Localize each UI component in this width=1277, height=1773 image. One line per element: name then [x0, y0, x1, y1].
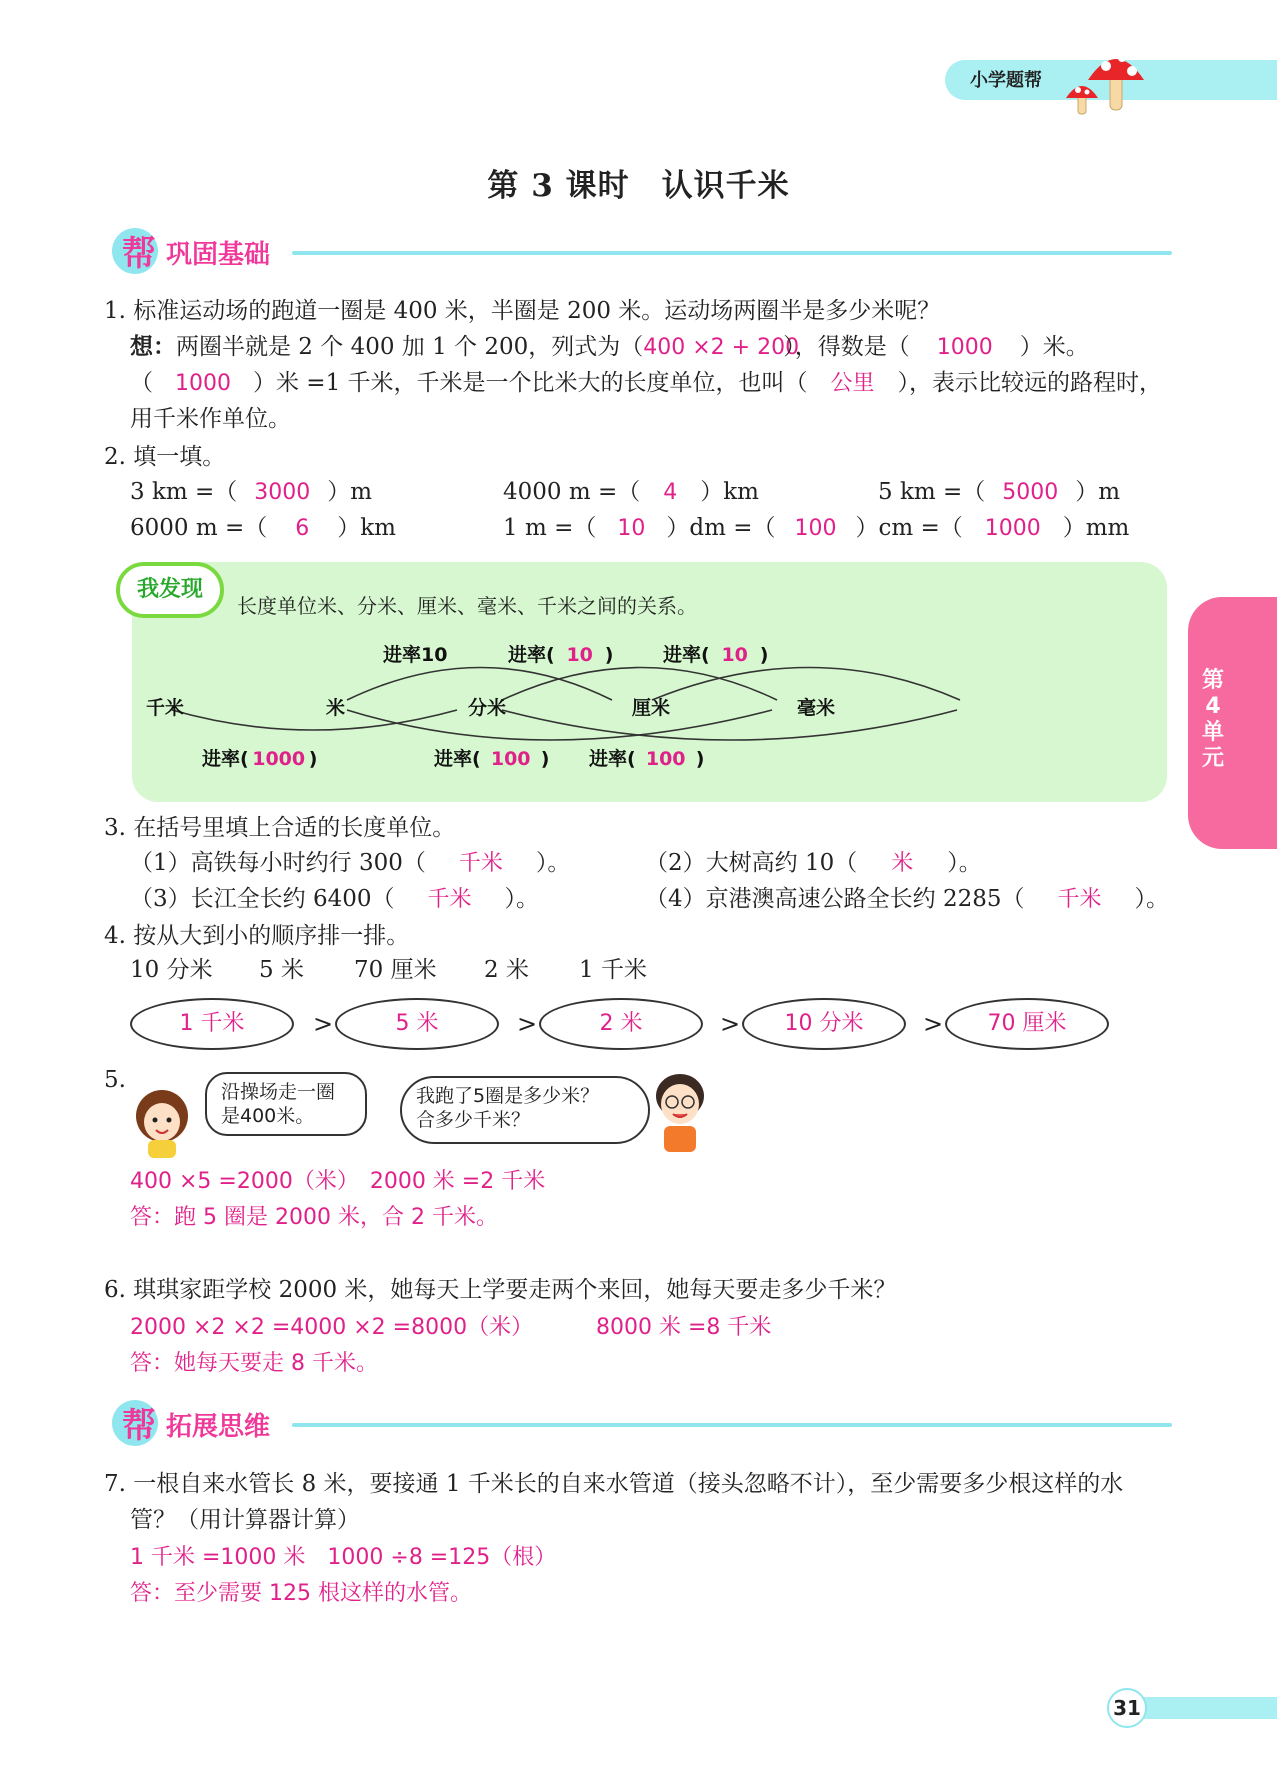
q2-text: ）m [327, 479, 373, 505]
unit-dm: 分米 [468, 697, 507, 719]
discover-badge-text: 我发现 [136, 577, 203, 602]
q1-line3 [130, 365, 1162, 402]
bubble-text: 是400米。 [221, 1105, 315, 1127]
unit-mm: 毫米 [797, 697, 836, 719]
answer: 公里 [830, 371, 875, 396]
rate-text: ) [540, 748, 550, 770]
answer: 5 米 [395, 1011, 439, 1036]
q1-text: ）米 =1 千米，千米是一个比米大的长度单位，也叫（ [253, 370, 808, 396]
q3-item [645, 845, 982, 882]
answer: 5000 [1002, 480, 1059, 505]
q6-solution-2: 8000 米 =8 千米 [596, 1315, 772, 1340]
unit-m: 米 [326, 697, 346, 719]
greater-than: > [720, 1010, 741, 1038]
q2-text: 4000 m =（ [503, 479, 641, 505]
q2-text: 5 km =（ [878, 479, 986, 505]
q1-text: （ [130, 370, 153, 396]
answer: 1 千米 [179, 1011, 245, 1036]
q3-text: （2）大树高约 10（ [645, 850, 858, 876]
answer: 400 ×2 + 200 [643, 335, 800, 360]
rate-text: 进率( [663, 644, 710, 666]
boy-icon [640, 1066, 720, 1158]
page-number: 31 [1113, 1696, 1141, 1720]
answer: 4 [663, 480, 678, 505]
section-title-basics: 巩固基础 [166, 240, 271, 270]
q3-text: （1）高铁每小时约行 300（ [130, 850, 426, 876]
q1-text: ），表示比较远的路程时， [897, 370, 1163, 396]
q2-text: 3 km =（ [130, 479, 238, 505]
page-title: 第 3 课时 认识千米 [487, 168, 790, 204]
rate-text: 进率( [434, 748, 481, 770]
order-oval [742, 998, 906, 1050]
q7-answer: 答：至少需要 125 根这样的水管。 [130, 1581, 472, 1606]
q2-item [130, 474, 372, 511]
discover-badge [116, 562, 224, 618]
q3-text: ）。 [535, 850, 571, 876]
answer: 2 米 [599, 1011, 643, 1036]
answer: 6 [295, 516, 310, 541]
q6-answer: 答：她每天要走 8 千米。 [130, 1351, 378, 1376]
order-oval [130, 998, 294, 1050]
q2-text: ）cm =（ [855, 515, 963, 541]
q1-text: 两圈半就是 2 个 400 加 1 个 200，列式为（ [176, 334, 644, 360]
section-bang: 帮 [122, 1406, 156, 1446]
answer: 100 [794, 516, 837, 541]
q3-text: ）。 [1134, 886, 1169, 912]
greater-than: > [517, 1010, 538, 1038]
q4-given-4: 2 米 [484, 957, 529, 983]
q2-text: ）km [700, 479, 759, 505]
q3-text: （4）京港澳高速公路全长约 2285（ [645, 886, 1025, 912]
discover-intro: 长度单位米、分米、厘米、毫米、千米之间的关系。 [237, 594, 697, 618]
q4-given-3: 70 厘米 [354, 957, 437, 983]
q1-text: ），得数是（ [783, 334, 910, 360]
answer: 10 [617, 516, 646, 541]
rate-label [202, 744, 317, 771]
unit-km: 千米 [146, 697, 185, 719]
answer: 1000 [175, 371, 231, 396]
q4-given-1: 10 分米 [130, 957, 213, 983]
answer: 1000 [984, 516, 1041, 541]
q4-given-2: 5 米 [259, 957, 304, 983]
q3-item [130, 881, 539, 918]
q2-item [503, 510, 1129, 547]
section-bang: 帮 [122, 234, 156, 274]
page-number-badge [1107, 1688, 1147, 1728]
q3-item [645, 881, 1169, 918]
girl-icon [128, 1080, 198, 1160]
rate-text: ) [308, 748, 318, 770]
q1-line4: 用千米作单位。 [130, 406, 291, 432]
answer: 10 [566, 644, 593, 666]
q5-number: 5. [104, 1067, 126, 1093]
answer: 10 分米 [784, 1011, 864, 1036]
q3-text: ）。 [504, 886, 539, 912]
q2-item [878, 474, 1120, 511]
q1-text: ）米。 [1019, 334, 1089, 360]
answer: 米 [891, 851, 914, 876]
rate-text: 进率( [589, 748, 636, 770]
q2-item [130, 510, 396, 547]
q5-solution: 400 ×5 =2000（米） 2000 米 =2 千米 [130, 1169, 546, 1194]
section-title-extension: 拓展思维 [166, 1412, 271, 1442]
bubble-text: 沿操场走一圈 [221, 1081, 336, 1103]
q1-think-line [130, 329, 1089, 366]
answer: 千米 [458, 851, 503, 876]
q2-text: ）dm =（ [666, 515, 776, 541]
rate-label [508, 640, 613, 667]
order-oval [335, 998, 499, 1050]
rate-text: ) [759, 644, 769, 666]
q7-prompt-2: 管？（用计算器计算） [130, 1507, 360, 1533]
speech-bubble-girl [205, 1072, 367, 1136]
q2-text: ）m [1075, 479, 1121, 505]
q1-prompt: 1. 标准运动场的跑道一圈是 400 米，半圈是 200 米。运动场两圈半是多少米呢？ [104, 298, 941, 324]
q2-text: ）km [337, 515, 396, 541]
answer: 10 [721, 644, 748, 666]
unit-cm: 厘米 [632, 697, 671, 719]
q5-answer: 答：跑 5 圈是 2000 米，合 2 千米。 [130, 1205, 498, 1230]
mushroom-icon [1060, 44, 1145, 116]
q6-prompt: 6. 琪琪家距学校 2000 米，她每天上学要走两个来回，她每天要走多少千米？ [104, 1277, 897, 1303]
q2-text: 1 m =（ [503, 515, 597, 541]
q2-item [503, 474, 759, 511]
q3-text: ）。 [947, 850, 982, 876]
brand-label: 小学题帮 [970, 70, 1042, 91]
answer: 1000 [252, 748, 306, 770]
q6-solution: 2000 ×2 ×2 =4000 ×2 =8000（米） [130, 1315, 534, 1340]
answer: 3000 [254, 480, 311, 505]
q3-title: 3. 在括号里填上合适的长度单位。 [104, 815, 456, 841]
answer: 千米 [1057, 887, 1102, 912]
order-oval [945, 998, 1109, 1050]
answer: 100 [645, 748, 686, 770]
unit-side-label: 第4单元 [1201, 668, 1224, 771]
section-divider [292, 1423, 1172, 1427]
answer: 千米 [427, 887, 472, 912]
answer: 1000 [936, 335, 993, 360]
rate-label [434, 744, 549, 771]
answer: 70 厘米 [987, 1011, 1067, 1036]
think-label: 想： [130, 333, 176, 360]
rate-text: 进率( [202, 748, 249, 770]
q7-prompt: 7. 一根自来水管长 8 米，要接通 1 千米长的自来水管道（接头忽略不计），至少需要多少根这样的水 [104, 1471, 1124, 1497]
q3-text: （3）长江全长约 6400（ [130, 886, 395, 912]
answer: 100 [490, 748, 531, 770]
order-oval [539, 998, 703, 1050]
q2-title: 2. 填一填。 [104, 444, 226, 470]
speech-bubble-boy [400, 1076, 650, 1144]
bubble-text: 合多少千米？ [416, 1109, 531, 1131]
bubble-text: 我跑了5圈是多少米？ [416, 1085, 600, 1107]
q4-given-5: 1 千米 [579, 957, 647, 983]
rate-text: ) [695, 748, 705, 770]
q2-text: 6000 m =（ [130, 515, 268, 541]
rate-label [589, 744, 704, 771]
greater-than: > [923, 1010, 944, 1038]
rate-label [663, 640, 768, 667]
q4-title: 4. 按从大到小的顺序排一排。 [104, 923, 410, 949]
rate-text: ) [604, 644, 614, 666]
section-divider [292, 251, 1172, 255]
greater-than: > [313, 1010, 334, 1038]
q2-text: ）mm [1062, 515, 1130, 541]
rate-text: 进率( [508, 644, 555, 666]
rate-label: 进率10 [383, 644, 448, 666]
q7-solution: 1 千米 =1000 米 1000 ÷8 =125（根） [130, 1545, 557, 1570]
q3-item [130, 845, 570, 882]
